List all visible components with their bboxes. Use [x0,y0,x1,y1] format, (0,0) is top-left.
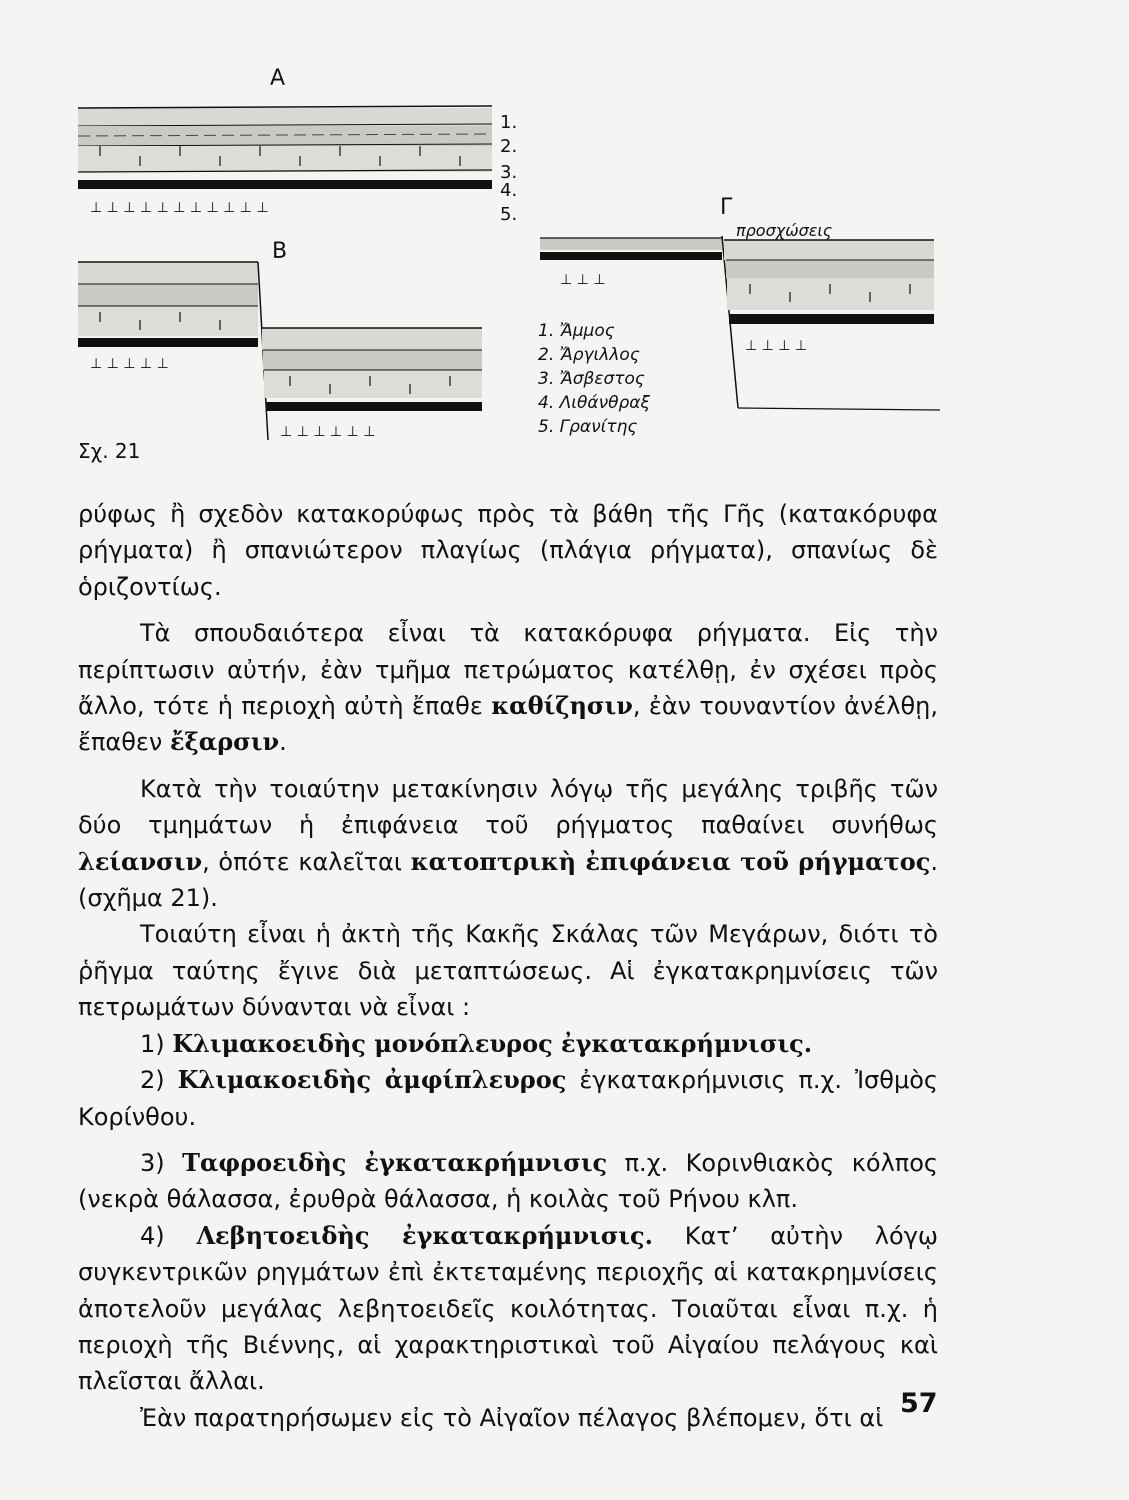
item-4-term: Λεβητοειδὴς ἐγκατακρήμνισις. [196,1220,654,1250]
layer-num-2: 2. [500,136,518,157]
term-leiansis: λείανσιν [78,846,203,876]
block-a [78,66,517,225]
term-exarsis: ἔξαρσιν [169,727,280,757]
block-b [78,239,482,440]
legend-item-1: 1. Ἄμμος [538,321,615,341]
p2-text-c: , ἐὰν τουναντίον ἀνέλθῃ, ἔπαθεν [78,692,938,757]
prosxoseis-label: προσχώσεις [736,221,833,240]
body-text [78,496,938,1436]
paragraph-4: Τοιαύτη εἶναι ἡ ἀκτὴ τῆς Κακῆς Σκάλας τῶν Μεγάρων, διότι τὸ ῥῆγμα ταύτης ἔγινε διὰ μεταπτώσεως. Αἱ ἐγκατακρημνίσεις τῶν πετρωμάτων δύνανται νὰ εἶναι : [78,920,938,1022]
item-2-term: Κλιμακοειδὴς ἀμφίπλευρος [177,1065,567,1095]
figure-21 [0,0,1129,480]
item-4-num: 4) [140,1221,165,1250]
item-4-text: Κατ’ αὐτὴν λόγῳ συγκεντρικῶν ρηγμάτων ἐπὶ ἐκτεταμένης περιοχῆς αἱ κατακρημνίσεις ἀποτελοῦν μεγάλας λεβητοειδεῖς κοιλότητας. Τοιαῦται εἶναι π.χ. ἡ περιοχὴ τῆς Βιέννης, αἱ χαρακτηριστικαὶ τοῦ Αἰγαίου πελάγους καὶ πλεῖσται ἄλλαι. [78,1221,938,1396]
term-katoptriki: κατοπτρικὴ ἐπιφάνεια τοῦ ρήγματος [410,846,931,876]
legend [538,321,651,437]
list-item-1 [78,1026,938,1062]
item-3-text: π.χ. Κορινθιακὸς κόλπος (νεκρὰ θάλασσα, ἐρυθρὰ θάλασσα, ἡ κοιλὰς τοῦ Ρήνου κλπ. [78,1148,938,1214]
legend-item-3: 3. Ἄσβεστος [538,369,645,389]
item-3-term: Ταφροειδὴς ἐγκατακρήμνισις [182,1147,608,1177]
item-2-text: ἐγκατακρήμνισις π.χ. Ἰσθμὸς Κορίνθου. [78,1066,938,1131]
layer-num-5: 5. [500,204,518,225]
layer-num-3: 3. [500,162,518,183]
layer-num-1: 1. [500,112,518,133]
p2-text-e: . [279,728,287,757]
list-item-3 [78,1145,938,1218]
item-2-num: 2) [140,1066,165,1095]
svg-text:⊥ ⊥ ⊥ ⊥ ⊥: ⊥ ⊥ ⊥ ⊥ ⊥ [90,356,169,372]
svg-text:⊥ ⊥ ⊥ ⊥ ⊥ ⊥: ⊥ ⊥ ⊥ ⊥ ⊥ ⊥ [280,424,376,440]
label-b: Β [272,239,288,264]
p2-text-a: Τὰ σπουδαιότερα εἶναι τὰ κατακόρυφα ρήγματα. Εἰς τὴν περίπτωσιν αὐτήν, ἐὰν τμῆμα πετρώματος κατέλθῃ, ἐν σχέσει πρὸς ἄλλο, τότε ἡ περιοχὴ αὐτὴ ἔπαθε [78,619,938,721]
p3-text-e: . (σχῆμα 21). [78,847,938,913]
figure-caption: Σχ. 21 [78,439,141,463]
item-1-term: Κλιμακοειδὴς μονόπλευρος ἐγκατακρήμνισις. [172,1028,813,1058]
legend-item-2: 2. Ἄργιλλος [538,345,640,365]
item-1-num: 1) [140,1029,165,1058]
item-3-num: 3) [140,1148,165,1177]
paragraph-3 [78,771,938,917]
legend-item-4: 4. Λιθάνθραξ [538,393,650,413]
p3-text-c: , ὁπότε καλεῖται [202,847,411,876]
list-item-2 [78,1062,938,1135]
layer-num-4: 4. [500,180,518,201]
legend-item-5: 5. Γρανίτης [538,417,638,437]
svg-text:⊥ ⊥ ⊥ ⊥ ⊥ ⊥ ⊥ ⊥: ⊥ ⊥ ⊥ ⊥ ⊥ ⊥ ⊥ ⊥ ⊥ ⊥ ⊥ [90,200,269,216]
svg-text:⊥ ⊥ ⊥: ⊥ ⊥ ⊥ [560,272,606,288]
paragraph-1: ρύφως ἢ σχεδὸν κατακορύφως πρὸς τὰ βάθη τῆς Γῆς (κατακόρυφα ρήγματα) ἢ σπανιώτερον πλαγίως (πλάγια ρήγματα), σπανίως δὲ ὁριζοντίως. [78,500,938,601]
label-g: Γ [720,195,733,220]
label-a: Α [270,66,286,91]
page-number: 57 [900,1388,938,1419]
svg-text:⊥ ⊥ ⊥ ⊥: ⊥ ⊥ ⊥ ⊥ [745,338,808,354]
paragraph-5: Ἐὰν παρατηρήσωμεν εἰς τὸ Αἰγαῖον πέλαγος βλέπομεν, ὅτι αἱ [140,1403,884,1432]
p3-text-a: Κατὰ τὴν τοιαύτην μετακίνησιν λόγῳ τῆς μεγάλης τριβῆς τῶν δύο τμημάτων ἡ ἐπιφάνεια τοῦ ρήγματος παθαίνει συνήθως [78,774,938,840]
paragraph-2 [78,615,938,761]
list-item-4 [78,1218,938,1400]
term-kathizisis: καθίζησιν [491,691,633,721]
